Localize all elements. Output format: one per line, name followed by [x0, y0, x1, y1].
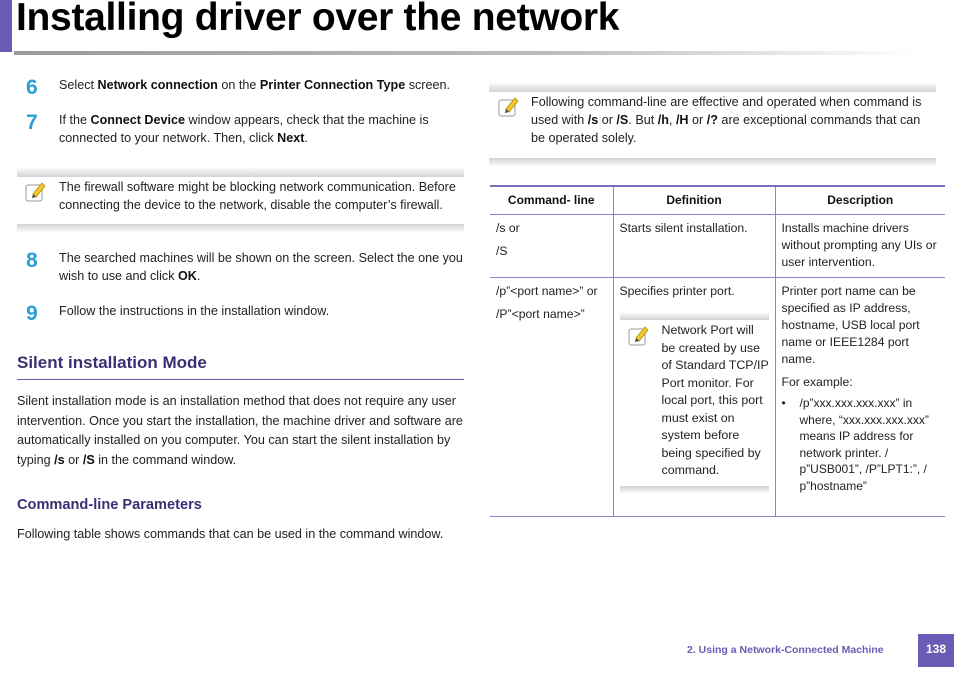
inner-note: [620, 312, 769, 494]
note-pencil-icon: [498, 95, 520, 117]
note-top-shade: [620, 312, 769, 320]
table-cell-description: Installs machine drivers without prompting any UIs or user intervention.: [775, 215, 945, 278]
note-pencil-icon: [628, 324, 650, 346]
inner-note-text: Network Port will be created by use of Standard TCP/IP Port monitor. For local port, this port must exist on system before being specified by command.: [661, 323, 769, 477]
bold-term: Network connection: [97, 78, 218, 92]
text-run: are exceptional commands that can be operated solely.: [531, 113, 921, 145]
bold-term: /h: [657, 113, 669, 127]
title-rule: [14, 51, 919, 55]
step-number: 7: [26, 111, 38, 134]
step-6-text: [59, 76, 469, 94]
text-run: screen.: [405, 78, 451, 92]
text-run: on the: [217, 78, 260, 92]
text-run: .: [304, 131, 308, 145]
table-header-row: [490, 186, 945, 215]
example-list: [782, 395, 940, 494]
bold-term: OK: [178, 269, 197, 283]
note-firewall: [17, 167, 464, 233]
bold-term: /S: [616, 113, 629, 127]
text-run: or: [688, 113, 707, 127]
bold-term: /H: [675, 113, 689, 127]
definition-text: Specifies printer port.: [619, 284, 735, 298]
command-table: [490, 185, 945, 517]
text-run: ,: [668, 113, 676, 127]
table-cell-definition: [613, 278, 775, 517]
table-cell-definition: Starts silent installation.: [613, 215, 775, 278]
bold-term: /?: [706, 113, 718, 127]
text-run: in the command window.: [94, 452, 237, 467]
note-commands-text: [531, 93, 931, 147]
note-firewall-text: The firewall software might be blocking network communication. Before connecting the device to the network, disable the computer’s firewall.: [59, 180, 456, 212]
bold-term: /s: [54, 452, 65, 467]
note-bottom-shade: [620, 486, 769, 494]
step-number: 8: [26, 249, 38, 272]
note-bottom-shade: [17, 224, 464, 233]
command-option: /P”<port name>”: [496, 307, 585, 321]
page-title: Installing driver over the network: [16, 0, 620, 39]
table-cell-command: [490, 215, 613, 278]
step-number: 9: [26, 302, 38, 325]
table-cell-description: [775, 278, 945, 517]
command-option: /p”<port name>” or: [496, 284, 598, 298]
column-header: Description: [775, 186, 945, 215]
note-body: [620, 320, 769, 486]
footer-chapter: 2. Using a Network-Connected Machine: [687, 644, 884, 656]
text-run: or: [64, 452, 83, 467]
text-run: Silent installation mode is an installation method that does not require any user intervention. Once you start the installation, the machine driver and software are automatically installed on you computer. You can start the silent installation by typing: [17, 394, 463, 467]
params-paragraph: Following table shows commands that can be used in the command window.: [17, 527, 444, 541]
bold-term: Next: [277, 131, 305, 145]
bold-term: /S: [82, 452, 95, 467]
note-body: [489, 92, 936, 158]
section-rule: [17, 379, 464, 380]
text-run: If the: [59, 113, 91, 127]
note-body: [17, 177, 464, 224]
step-7-text: [59, 111, 454, 147]
section-heading: Silent installation Mode: [17, 353, 207, 372]
page-number: 138: [918, 634, 954, 667]
text-run: . But: [628, 113, 658, 127]
bold-term: Printer Connection Type: [259, 78, 406, 92]
silent-paragraph: [17, 392, 466, 470]
text-run: Select: [59, 78, 98, 92]
note-pencil-icon: [25, 180, 47, 202]
bold-term: /s: [587, 113, 599, 127]
example-label: For example:: [781, 375, 853, 389]
note-top-shade: [17, 167, 464, 177]
text-run: or: [598, 113, 617, 127]
step-9-text: Follow the instructions in the installation window.: [59, 304, 330, 318]
text-run: The searched machines will be shown on the screen. Select the one you wish to use and click: [59, 251, 463, 283]
command-option: /s or: [496, 221, 520, 235]
title-accent-bar: [0, 0, 12, 52]
table-cell-command: [490, 278, 613, 517]
text-run: window appears, check that the machine is connected to your network. Then, click: [59, 113, 429, 145]
bold-term: Connect Device: [90, 113, 185, 127]
table-row: [490, 278, 945, 517]
step-number: 6: [26, 76, 38, 99]
list-item: • /p”xxx.xxx.xxx.xxx” in where, “xxx.xxx.xxx.xxx” means IP address for network printer. / p”USB001”, /P”LPT1:”, / p”hostname”: [800, 395, 940, 494]
note-top-shade: [489, 82, 936, 92]
text-run: Following command-line are effective and operated when command is used with: [531, 95, 922, 127]
command-option: /S: [496, 244, 508, 258]
step-8-text: [59, 249, 467, 285]
description-text: Printer port name can be specified as IP address, hostname, USB local port name or IEEE1284 port name.: [781, 284, 920, 366]
column-header: Command- line: [490, 186, 613, 215]
column-header: Definition: [613, 186, 775, 215]
table-row: [490, 215, 945, 278]
text-run: .: [196, 269, 201, 283]
note-bottom-shade: [489, 158, 936, 167]
note-commands: [489, 82, 936, 167]
subsection-heading: Command-line Parameters: [17, 497, 202, 513]
